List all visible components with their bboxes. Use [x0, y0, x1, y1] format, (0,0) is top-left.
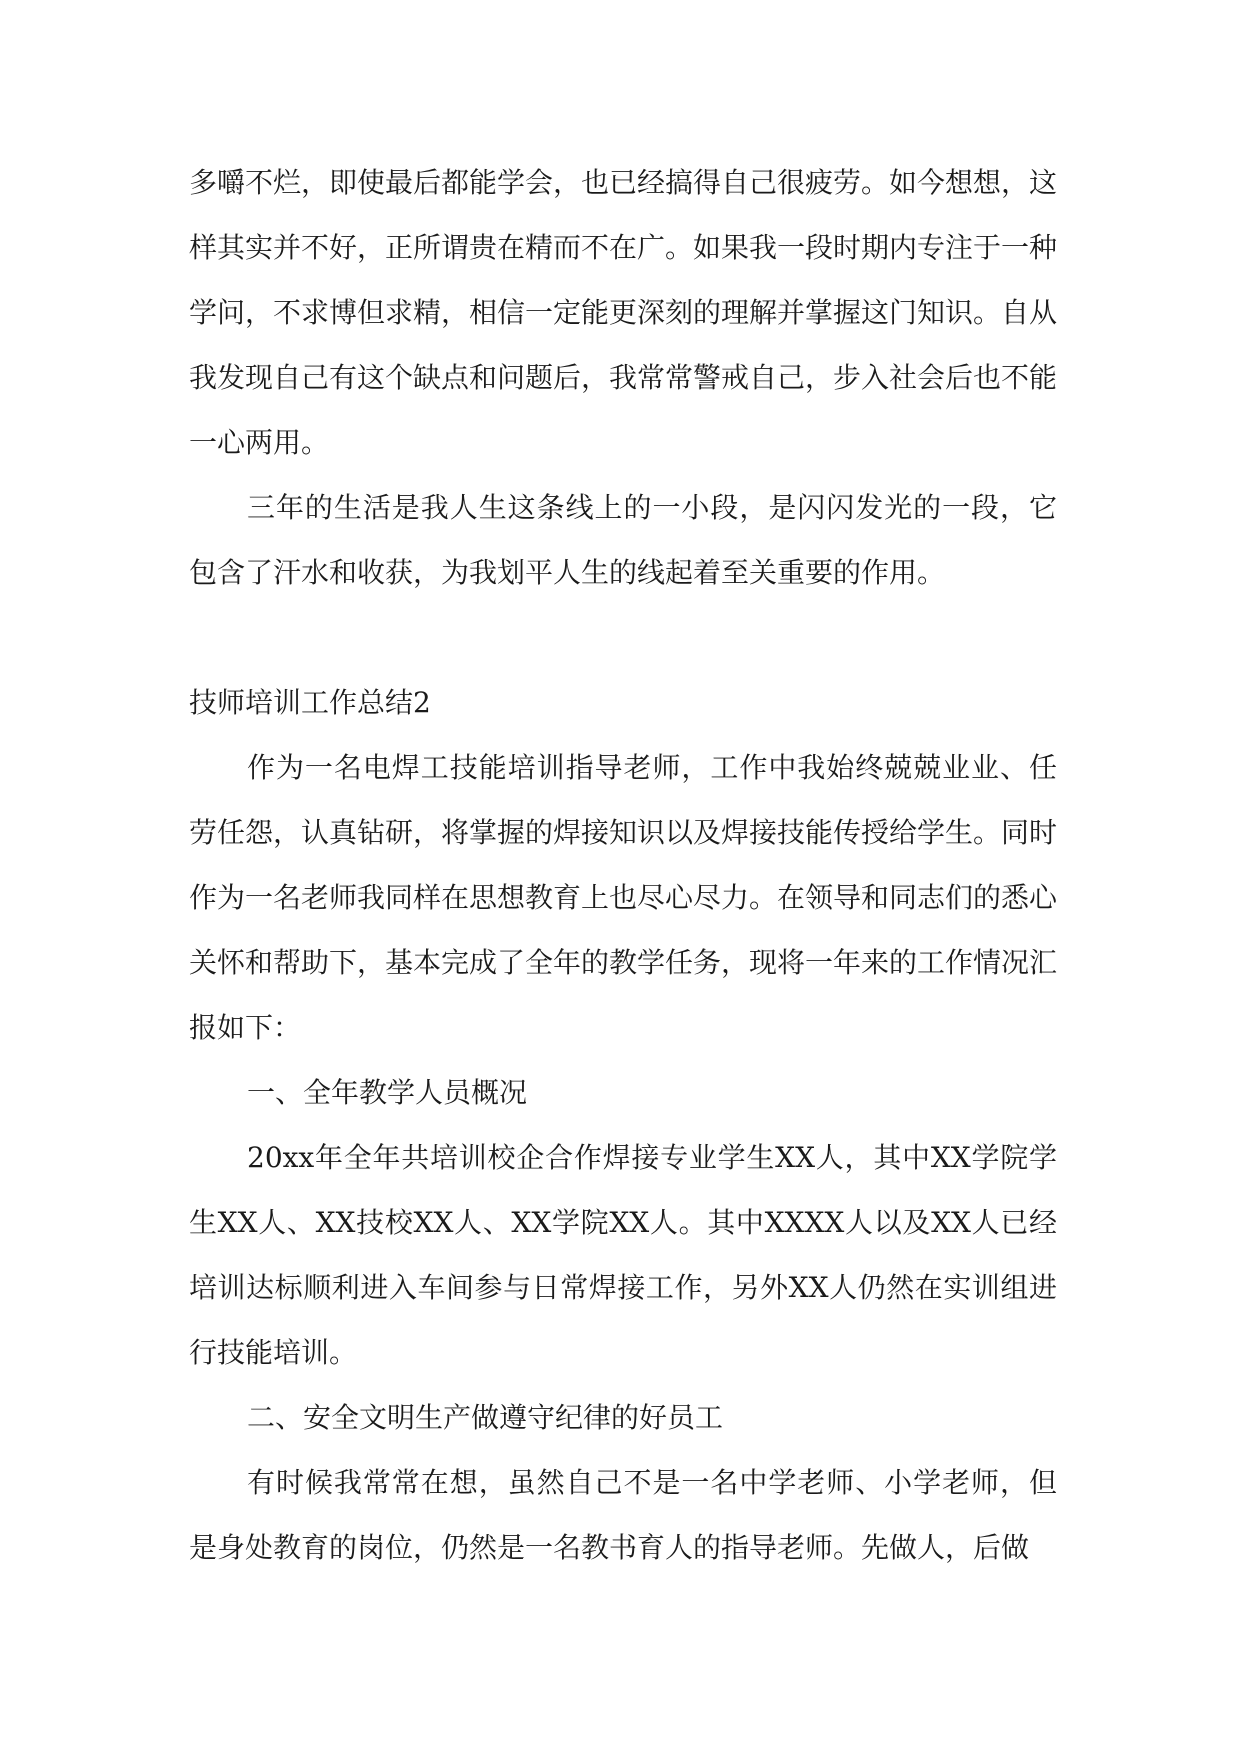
- paragraph: 三年的生活是我人生这条线上的一小段，是闪闪发光的一段，它包含了汗水和收获，为我划平人生的线起着至关重要的作用。: [189, 491, 1057, 589]
- section-title: 技师培训工作总结2: [189, 686, 431, 719]
- document-body: [189, 150, 1057, 1580]
- subheading: 一、全年教学人员概况: [247, 1076, 528, 1109]
- paragraph: 20xx年全年共培训校企合作焊接专业学生XX人，其中XX学院学生XX人、XX技校XX人、XX学院XX人。其中XXXX人以及XX人已经培训达标顺利进入车间参与日常焊接工作，另外XX人仍然在实训组进行技能培训。: [189, 1141, 1057, 1369]
- paragraph: 多嚼不烂，即使最后都能学会，也已经搞得自己很疲劳。如今想想，这样其实并不好，正所谓贵在精而不在广。如果我一段时期内专注于一种学问，不求博但求精，相信一定能更深刻的理解并掌握这门知识。自从我发现自己有这个缺点和问题后，我常常警戒自己，步入社会后也不能一心两用。: [189, 166, 1058, 459]
- paragraph: 作为一名电焊工技能培训指导老师，工作中我始终兢兢业业、任劳任怨，认真钻研，将掌握的焊接知识以及焊接技能传授给学生。同时作为一名老师我同样在思想教育上也尽心尽力。在领导和同志们的悉心关怀和帮助下，基本完成了全年的教学任务，现将一年来的工作情况汇报如下：: [189, 751, 1058, 1044]
- subheading: 二、安全文明生产做遵守纪律的好员工: [247, 1401, 724, 1434]
- paragraph: 有时候我常常在想，虽然自己不是一名中学老师、小学老师，但是身处教育的岗位，仍然是一名教书育人的指导老师。先做人，后做: [189, 1466, 1057, 1564]
